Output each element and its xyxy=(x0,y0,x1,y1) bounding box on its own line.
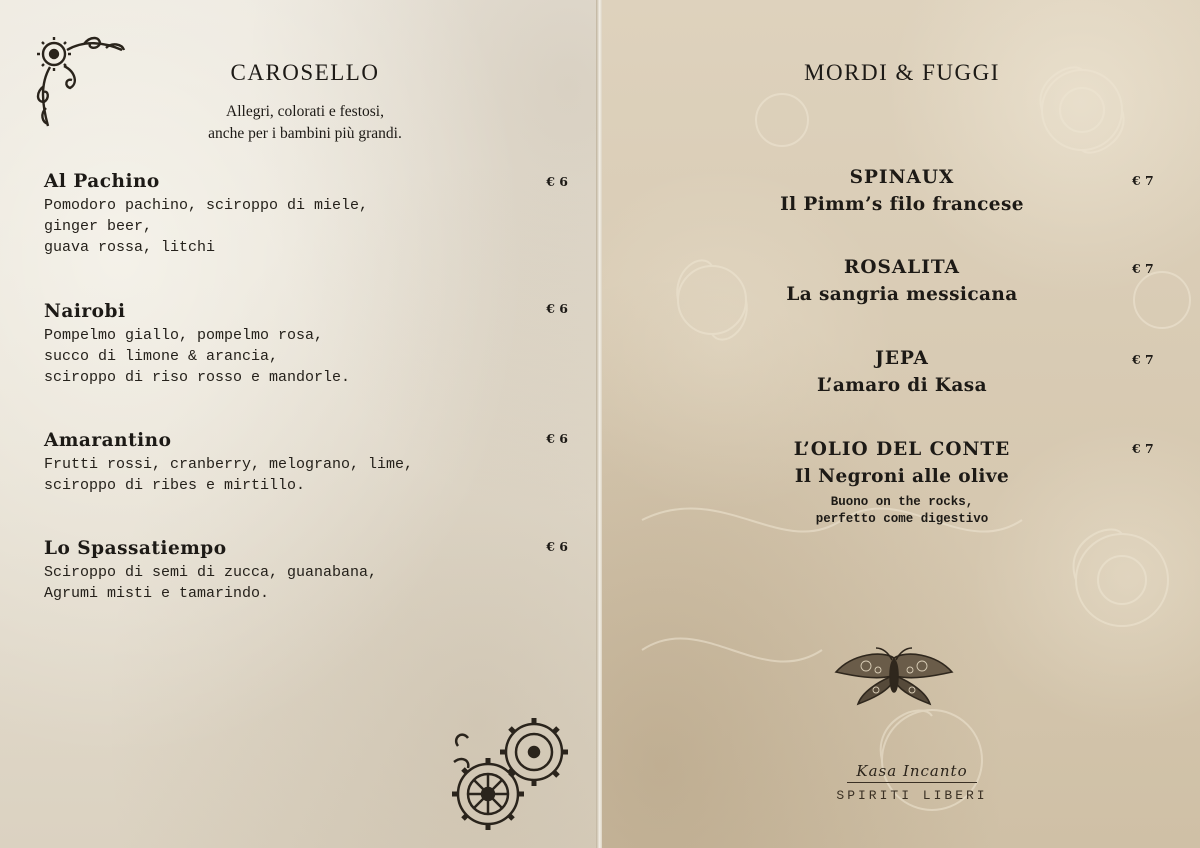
brand-tagline: SPIRITI LIBERI xyxy=(836,788,988,803)
item-name: Nairobi xyxy=(44,301,126,322)
menu-item xyxy=(732,345,1072,399)
menu-page-right xyxy=(602,0,1200,848)
item-description xyxy=(44,325,564,388)
item-name: SPINAUX xyxy=(849,167,955,188)
item-name: ROSALITA xyxy=(844,257,960,278)
item-price: € 7 xyxy=(1132,352,1154,367)
menu-item xyxy=(44,300,564,388)
gears-icon xyxy=(448,712,576,838)
description-line: Sciroppo di semi di zucca, guanabana, xyxy=(44,564,378,581)
description-line: succo di limone & arancia, xyxy=(44,348,279,365)
menu-item xyxy=(732,436,1072,528)
description-line: ginger beer, xyxy=(44,218,153,235)
floral-pattern-icon xyxy=(602,0,1200,848)
description-line: Frutti rossi, cranberry, melograno, lime, xyxy=(44,456,414,473)
item-subtitle: La sangria messicana xyxy=(786,284,1018,305)
item-price: € 7 xyxy=(1132,261,1154,276)
item-price: € 6 xyxy=(546,174,568,189)
menu-item xyxy=(44,537,564,604)
section-title-carosello: CAROSELLO xyxy=(230,60,380,85)
description-line: sciroppo di riso rosso e mandorle. xyxy=(44,369,351,386)
menu-page-left xyxy=(0,0,598,848)
note-line: Buono on the rocks, xyxy=(830,495,974,509)
item-subtitle: Il Pimm’s filo francese xyxy=(780,194,1024,215)
subtitle-line: Allegri, colorati e festosi, xyxy=(226,103,384,120)
description-line: sciroppo di ribes e mirtillo. xyxy=(44,477,306,494)
menu-item xyxy=(732,164,1072,218)
menu-item xyxy=(732,254,1072,308)
item-price: € 6 xyxy=(546,539,568,554)
item-price: € 6 xyxy=(546,301,568,316)
item-description xyxy=(44,195,564,258)
item-description xyxy=(44,454,564,496)
section-subtitle xyxy=(150,101,460,145)
floral-corner-icon xyxy=(34,34,134,134)
description-line: Pompelmo giallo, pompelmo rosa, xyxy=(44,327,324,344)
item-note xyxy=(732,494,1072,528)
item-name: JEPA xyxy=(875,348,929,369)
item-name: L’OLIO DEL CONTE xyxy=(793,439,1011,460)
moth-icon xyxy=(832,646,956,708)
item-name: Lo Spassatiempo xyxy=(44,538,227,559)
description-line: Pomodoro pachino, sciroppo di miele, xyxy=(44,197,369,214)
note-line: perfetto come digestivo xyxy=(815,512,989,526)
item-description xyxy=(44,562,564,604)
subtitle-line: anche per i bambini più grandi. xyxy=(208,125,402,142)
item-subtitle: L’amaro di Kasa xyxy=(817,375,987,396)
section-title-mordi-fuggi: MORDI & FUGGI xyxy=(804,60,1000,85)
description-line: guava rossa, litchi xyxy=(44,239,216,256)
item-subtitle: Il Negroni alle olive xyxy=(794,466,1010,487)
item-name: Al Pachino xyxy=(44,171,160,192)
item-price: € 6 xyxy=(546,431,568,446)
description-line: Agrumi misti e tamarindo. xyxy=(44,585,270,602)
brand-name: Kasa Incanto xyxy=(856,762,968,780)
item-price: € 7 xyxy=(1132,173,1154,188)
item-name: Amarantino xyxy=(44,430,172,451)
brand-logo xyxy=(822,762,1002,803)
menu-item xyxy=(44,429,564,496)
item-price: € 7 xyxy=(1132,441,1154,456)
menu-item xyxy=(44,170,564,258)
brand-divider xyxy=(847,782,977,783)
